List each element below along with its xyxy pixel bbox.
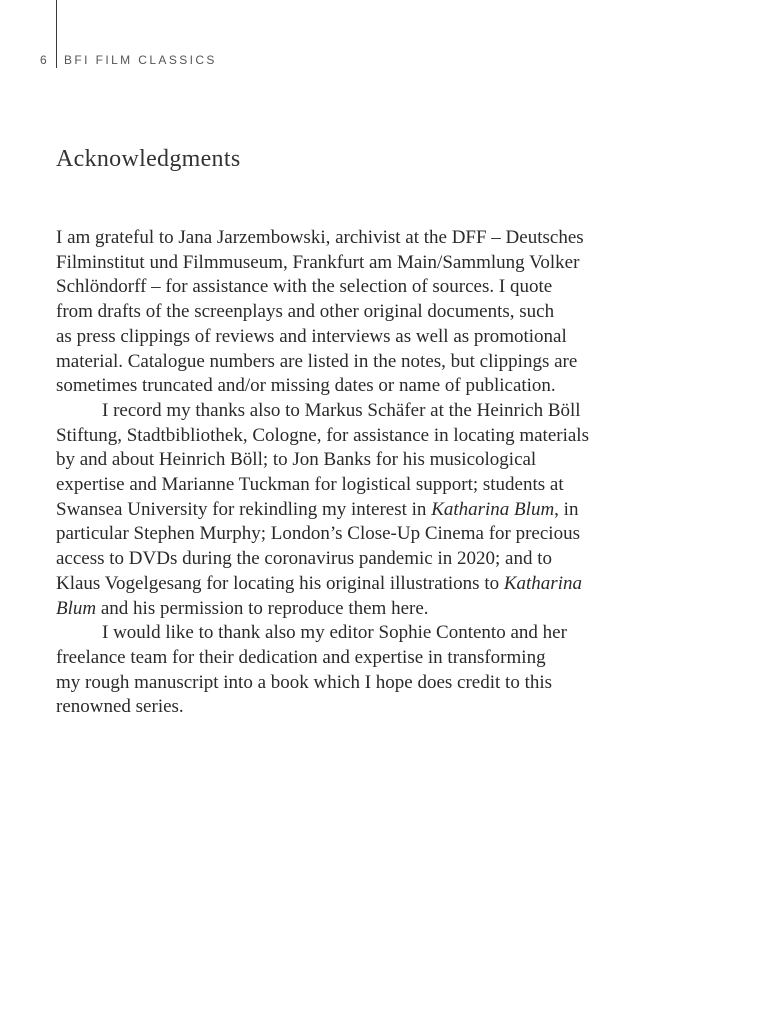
text-line: my rough manuscript into a book which I hope does credit to this bbox=[56, 671, 553, 693]
text-line: Blum and his permission to reproduce them here. bbox=[56, 597, 429, 619]
text-line: Filminstitut und Filmmuseum, Frankfurt am Main/Sammlung Volker bbox=[56, 251, 580, 273]
text-line: access to DVDs during the coronavirus pandemic in 2020; and to bbox=[56, 548, 552, 570]
text-line: Stiftung, Stadtbibliothek, Cologne, for assistance in locating materials bbox=[56, 424, 589, 446]
text-line: particular Stephen Murphy; London’s Close-Up Cinema for precious bbox=[56, 523, 580, 545]
text-line: renowned series. bbox=[56, 696, 184, 718]
text-line: Swansea University for rekindling my interest in Katharina Blum, in bbox=[56, 498, 579, 520]
text-line: I record my thanks also to Markus Schäfer at the Heinrich Böll bbox=[102, 399, 581, 421]
text-line: I would like to thank also my editor Sophie Contento and her bbox=[102, 622, 567, 644]
text-line: I am grateful to Jana Jarzembowski, archivist at the DFF – Deutsches bbox=[56, 227, 584, 248]
text-line: from drafts of the screenplays and other original documents, such bbox=[56, 301, 555, 323]
text-line: by and about Heinrich Böll; to Jon Banks for his musicological bbox=[56, 449, 537, 471]
paragraph bbox=[56, 621, 656, 720]
text-line: Schlöndorff – for assistance with the selection of sources. I quote bbox=[56, 276, 553, 298]
page-title: Acknowledgments bbox=[56, 146, 241, 172]
paragraph bbox=[56, 399, 656, 621]
running-head bbox=[40, 53, 217, 67]
text-line: freelance team for their dedication and expertise in transforming bbox=[56, 646, 546, 668]
film-title: Katharina Blum bbox=[431, 498, 555, 520]
film-title: Blum bbox=[56, 597, 97, 619]
body-text bbox=[56, 226, 656, 720]
text-line: sometimes truncated and/or missing dates or name of publication. bbox=[56, 375, 556, 397]
text-line: as press clippings of reviews and interviews as well as promotional bbox=[56, 325, 567, 347]
text-line: expertise and Marianne Tuckman for logistical support; students at bbox=[56, 474, 564, 496]
page-number: 6 bbox=[40, 53, 50, 67]
text-line: material. Catalogue numbers are listed in the notes, but clippings are bbox=[56, 350, 578, 372]
paragraph bbox=[56, 226, 656, 399]
film-title: Katharina bbox=[503, 572, 582, 594]
text-line: Klaus Vogelgesang for locating his original illustrations to Katharina bbox=[56, 572, 582, 594]
series-title: BFI FILM CLASSICS bbox=[64, 53, 217, 67]
